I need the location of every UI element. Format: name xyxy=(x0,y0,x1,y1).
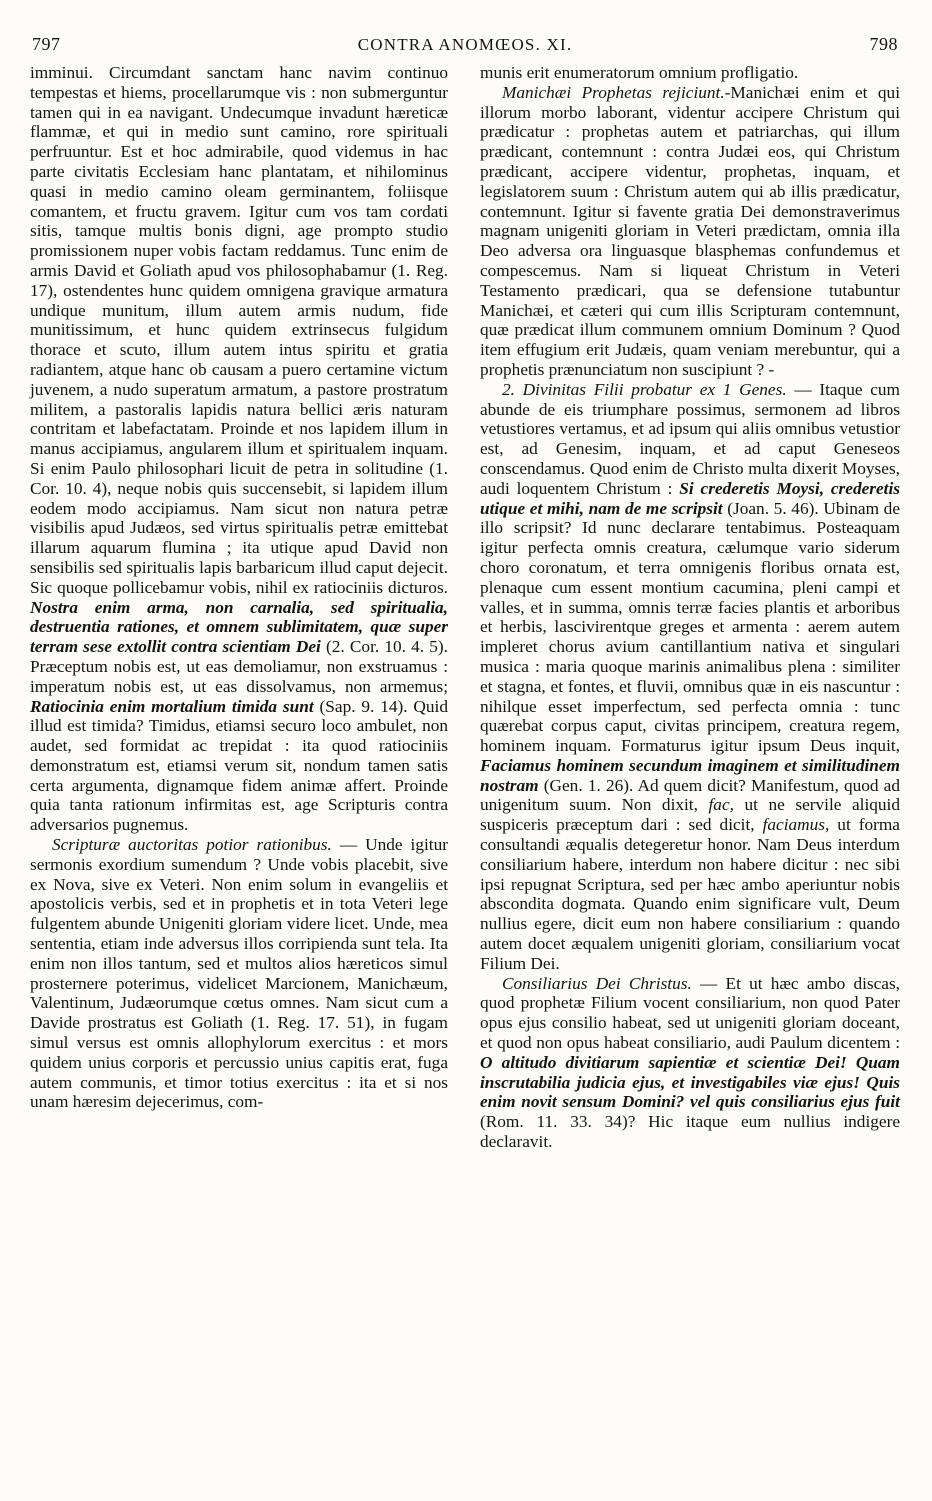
paragraph xyxy=(480,974,900,1152)
paragraph xyxy=(30,835,448,1112)
scripture-quote: Ratiocinia enim mortalium timida sunt xyxy=(30,696,314,716)
paragraph-text: (Sap. 9. 14). Quid illud est timida? Timidus, etiamsi securo loco ambulet, non audet, sed formidat ac trepidat : ita quod ratiociniis demonstratum est, etiamsi verum sit, nondum tamen satis certa argumenta, dignamque fidem animæ affert. Proinde quia tanta rationum infirmitas est, age Scripturis contra adversarios pugnemus. xyxy=(30,696,448,835)
paragraph-text: (2. Cor. 10. 4. 5). Præceptum nobis est, ut eas demoliamur, non exstruamus : imperatum nobis est, ut eas dissolvamus, non armemus; xyxy=(30,637,448,696)
section-heading: 2. Divinitas Filii probatur ex 1 Genes. xyxy=(502,379,787,399)
paragraph-text: — Unde igitur sermonis exordium sumendum ? Unde vobis placebit, sive ex Nova, sive ex Veteri. Non enim solum in evangeliis et apostolicis verbis, sed et in prophetis et in tota Veteri lege fulgentem abunde Unigeniti gloriam videre licet. Unde, mea sententia, etiam inde adversus illos corripienda sunt tela. Ita enim non illos tantum, sed et multos alios hæreticos simul prosternere poterimus, videlicet Marcionem, Manichæum, Valentinum, Judæorumque cœtus omnes. Nam sicut cum a Davide prostratus est Goliath (1. Reg. 17. 51), in fugam simul versus est omnis allophylorum exercitus : et mors quidem unius corporis et percussio unius capitis erat, fuga autem communis, et timor totius exercitus : ita et si nos unam hæresim dejecerimus, com- xyxy=(30,835,448,1112)
right-column xyxy=(480,63,900,1152)
left-page-number: 797 xyxy=(32,34,61,54)
paragraph-text: (Gen. 1. 26). Ad quem dicit? Manifestum, quod ad unigenitum suum. Non dixit, xyxy=(480,775,900,815)
emphasized-word: faciamus, xyxy=(762,815,830,835)
paragraph-text: (Joan. 5. 46). Ubinam de illo scripsit? Id nunc declarare tentabimus. Posteaquam igitur perfecta omnis creatura, cælumque vario siderum choro coronatum, et terra omnigenis floribus ornata est, plenaque cum essent montium cacumina, pleni campi et valles, et in summa, omnis terræ facies plantis et arboribus et herbis, lascivirentque greges et armenta : aerem autem impleret chorus avium cantillantium nativa et singulari musica : maria quoque marinis animalibus plena : similiter et stagna, et fontes, et fluvii, omnibus quæ in eis nascuntur : nihilque esset imperfectum, sed perfecta omnia : tunc quærebat corpus caput, civitas principem, creatura regem, hominem inquam. Formaturus igitur ipsum Deus inquit, xyxy=(480,498,900,756)
running-title: CONTRA ANOMŒOS. XI. xyxy=(357,35,573,54)
scripture-quote: Si crederetis Moysi, crederetis utique et mihi, nam de me scripsit xyxy=(480,478,900,518)
paragraph-text: munis erit enumeratorum omnium profligatio. xyxy=(480,63,799,82)
scripture-quote: Nostra enim arma, non carnalia, sed spiritualia, destruentia rationes, et omnem sublimitatem, quæ super terram sese extollit contra scientiam Dei xyxy=(30,597,448,657)
section-heading: Scripturæ auctoritas potior rationibus. xyxy=(52,835,332,855)
scripture-quote: Faciamus hominem secundum imaginem et similitudinem nostram xyxy=(480,755,900,795)
emphasized-word: fac, xyxy=(708,795,734,815)
paragraph-text: imminui. Circumdant sanctam hanc navim continuo tempestas et hiems, procellarumque vis : non submerguntur tamen qui in ea navigant. Undecumque invadunt hæreticæ flammæ, et qui in medio sunt camino, rore spirituali perfruuntur. Est et hoc admirabile, quod videmus in hac parte civitatis Ecclesiam hanc plantatam, et nihilominus quasi in medio camino oleam germinantem, foliisque comantem, et fructu gravem. Igitur cum vos tam cordati sitis, tamque multis bonis digni, age prompto studio promissionem nuper vobis factam reddamus. Tunc enim de armis David et Goliath apud vos philosophabamur (1. Reg. 17), ostendentes hunc quidem omnigena gravique armatura undique munitum, illum autem armis nudum, fide munitissimum, et hunc quidem extrinsecus fulgidum thorace et scuto, illum autem intus spiritu et gratia radiantem, atque hanc ob causam a puero certamine victum juvenem, a nudo superatum armatum, a pastore prostratum militem, a pastoralis lapidis natura bellici æris naturam contritam et labefactatam. Proinde et nos lapidem illum in manus accipiamus, angularem illum et spiritualem inquam. Si enim Paulo philosophari licuit de petra in solitudine (1. Cor. 10. 4), neque nobis quis succensebit, si lapidem illum eodem modo accipiamus. Nam sicut non natura petræ visibilis apud Judæos, sed virtus spiritualis petræ emittebat illarum aquarum flumina ; ita utique apud David non sensibilis sed spiritualis lapis barbaricum illud caput dejecit. Sic quoque pollicebamur vobis, nihil ex ratiociniis dicturos. xyxy=(30,63,448,597)
paragraph-text: ut ne servile aliquid suspiceris præceptum dari : sed dicit, xyxy=(480,795,900,835)
scripture-quote: O altitudo divitiarum sapientiæ et scientiæ Dei! Quam inscrutabilia judicia ejus, et investigabiles viæ ejus! Quis enim novit sensum Domini? vel quis consiliarius ejus fuit xyxy=(480,1052,900,1112)
paragraph-text: -Manichæi enim et qui illorum morbo laborant, videntur accipere Christum qui prædicatur : prophetas autem et patriarchas, qui illum prædicant, contemnunt : contra Judæi eos, qui Christum prædicant, accipere videntur, prophetas, inquam, et legislatorem suum : Christum autem qui ab illis prædicatur, contemnunt. Igitur si favente gratia Dei demonstraverimus magnam unigeniti gloriam in Veteri prædictam, omnia illa Deo adversa ora linguasque blasphemas confundemus et compescemus. Nam si liqueat Christum in Veteri Testamento prædicari, qua se defensione tutabuntur Manichæi, et cæteri qui cum illis Scripturam contemnunt, quæ prædicat illum communem omnium Dominum ? Quod item effugium erit Judæis, quam veniam merebuntur, qui a prophetis prænunciatum non suscipiunt ? - xyxy=(480,82,900,379)
paragraph-text: — Et ut hæc ambo discas, quod prophetæ Filium vocent consiliarium, non quod Pater opus ejus consilio habeat, sed ut unigeniti gloriam doceant, et quod non opus habeat consiliario, audi Paulum dicentem : xyxy=(480,973,901,1053)
section-heading: Consiliarius Dei Christus. xyxy=(502,973,692,993)
running-header xyxy=(32,34,898,58)
paragraph-text: (Rom. 11. 33. 34)? Hic itaque eum nullius indigere declaravit. xyxy=(480,1112,900,1152)
paragraph xyxy=(480,83,900,380)
right-page-number: 798 xyxy=(869,34,898,54)
paragraph xyxy=(30,63,448,835)
left-column xyxy=(30,63,448,1112)
section-heading: Manichæi Prophetas rejiciunt. xyxy=(502,82,725,102)
paragraph xyxy=(480,380,900,974)
paragraph-text: ut forma consultandi æqualis detegeretur honor. Nam Deus interdum consiliarium habere, interdum non habere dicitur : nec sibi ipsi repugnat Scriptura, sed per hæc ambo aperiuntur nobis abscondita dogmata. Quando enim significare vult, Deum nullius egere, dicit eum non habere consiliarium : quando autem docet æqualem unigeniti gloriam, consiliarium vocat Filium Dei. xyxy=(480,815,900,973)
paragraph-text: — Itaque cum abunde de eis triumphare possimus, sermonem ad libros vetustiores vertamus, et ad ipsum qui aliis omnibus vetustior est, ad Genesim, inquam, et ad caput Geneseos conscendamus. Quod enim de Christo multa dixerit Moyses, audi loquentem Christum : xyxy=(480,379,900,498)
paragraph xyxy=(480,63,900,83)
